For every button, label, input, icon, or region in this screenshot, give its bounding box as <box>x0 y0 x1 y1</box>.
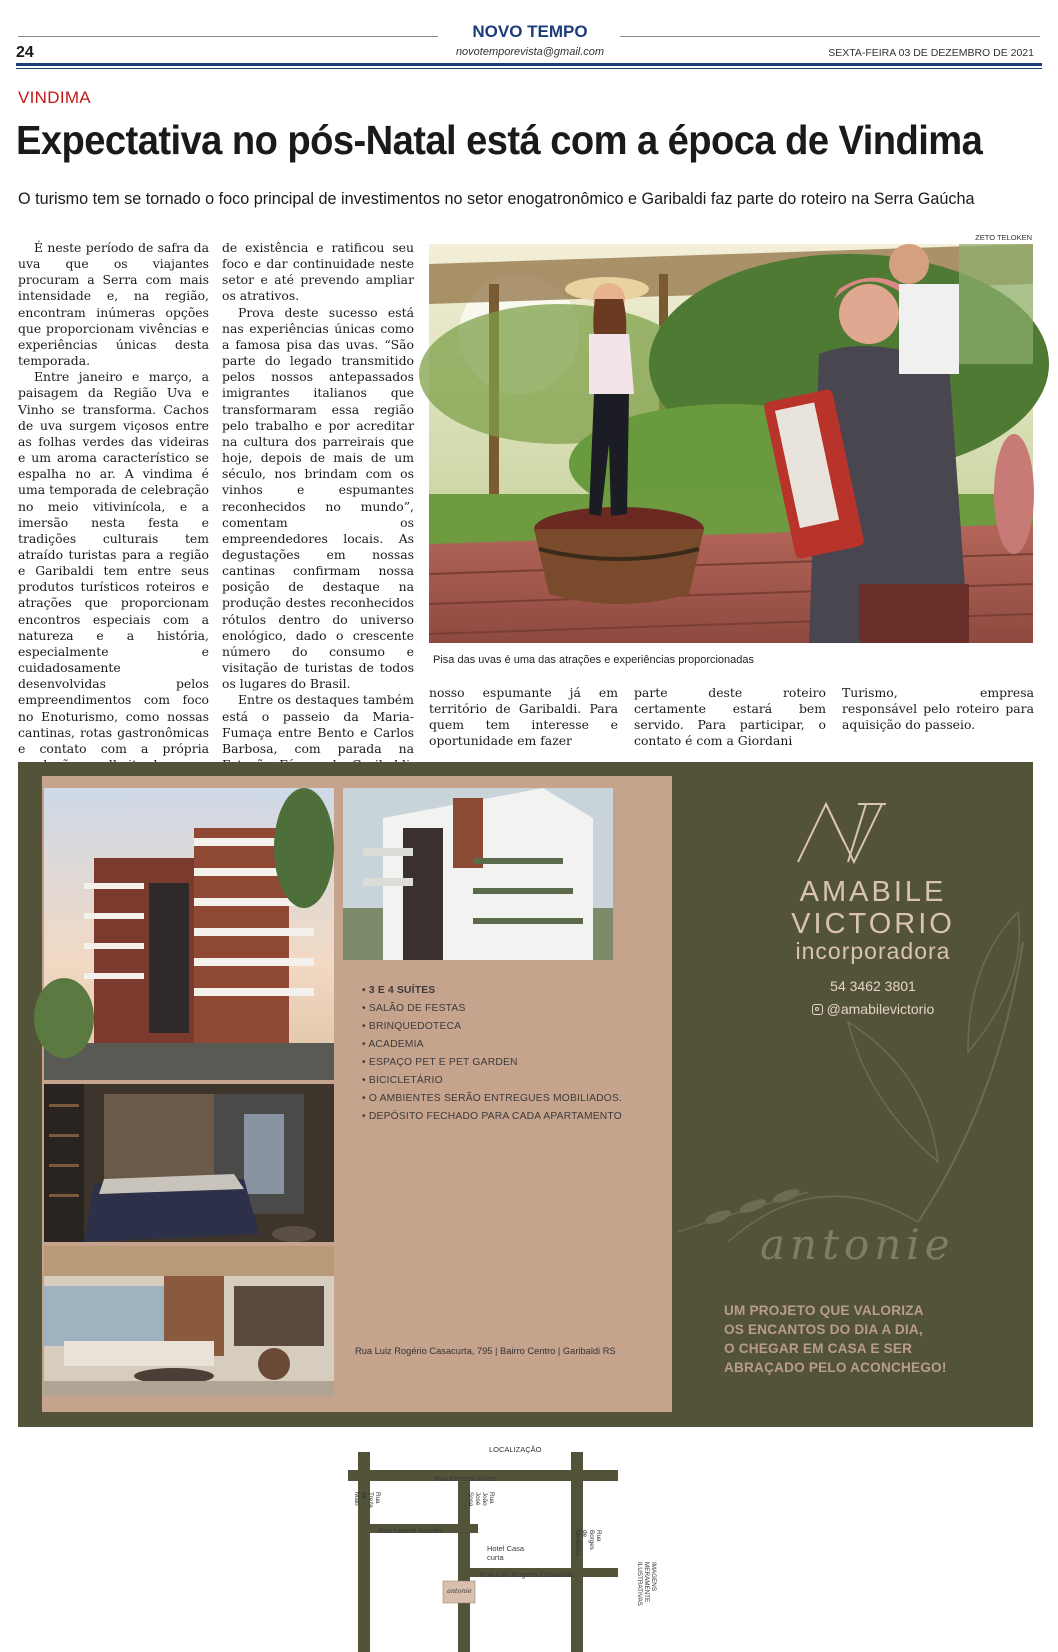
page-number: 24 <box>16 44 34 61</box>
living-room-image <box>44 1246 334 1396</box>
header-date: SEXTA-FEIRA 03 DE DEZEMBRO DE 2021 <box>828 47 1034 59</box>
brand-name-line1: AMABILE <box>799 876 947 908</box>
street-label: Rua Treze de Maio <box>353 1492 381 1508</box>
brand-name-line2: VICTORIO <box>791 908 955 940</box>
amenity-item: • ESPAÇO PET E PET GARDEN <box>362 1054 622 1072</box>
amenity-item: • BICICLETÁRIO <box>362 1072 622 1090</box>
building-terrace-image <box>343 788 613 960</box>
tagline-line: UM PROJETO QUE VALORIZA <box>724 1303 924 1318</box>
brand-name-line3: incorporadora <box>795 938 951 964</box>
header-top-rule-left <box>18 36 438 37</box>
bedroom-illustration <box>44 1084 334 1242</box>
paragraph: Prova deste sucesso está nas experiências únicas como a famosa pisa das uvas. “São parte do legado transmitido pelos nossos antepassados imigrantes italianos que transformaram essa região pelo trabalho e por acreditar na cultura dos parreirais que hoje, depois de mais de um século, nos brindam com os vinhos e espumantes reconhecidos no mundo”, comentam os empreendedores locais. As degustações em nossas cantinas confirmam nossa posição de destaque na produção destes reconhecidos rótulos dentro do universo enológico, dado o crescente número do consumo e visitação de turistas de todos os lugares do Brasil. <box>222 304 414 692</box>
instagram-handle: @amabilevictorio <box>826 1001 935 1017</box>
amenity-item: • 3 E 4 SUÍTES <box>362 982 622 1000</box>
article-column-4 <box>634 685 826 750</box>
amenity-item: • O AMBIENTES SERÃO ENTREGUES MOBILIADOS. <box>362 1090 622 1108</box>
paragraph: Turismo, empresa responsável pelo roteiro para aquisição do passeio. <box>842 685 1034 733</box>
hotel-label: Hotel Casa curta <box>487 1544 525 1562</box>
map-logo-label: antonie <box>447 1587 472 1595</box>
paragraph: nosso espumante já em território de Garibaldi. Para quem tem interesse e oportunidade em fazer <box>429 685 618 749</box>
article-photo <box>429 244 1033 643</box>
paragraph: Entre janeiro e março, a paisagem da Região Uva e Vinho se transforma. Cachos de uva surgem viçosos entre as folhas verdes das videiras e um aroma característico se espalha no ar. A vindima é uma temporada de celebração no meio vitivinícola, e a imersão nesta festa e tradições culturais tem atraído turistas para a região e Garibaldi tem entre seus produtos turísticos roteiros e atrações que proporcionam encontros especiais com a natureza e a história, especialmente e cuidadosamente desenvolvidas pelos empreendimentos com foco no Enoturismo, como nossas cantinas, rotas gastronômicas e contato com a própria <box>18 369 209 756</box>
tagline-line: ABRAÇADO PELO ACONCHEGO! <box>724 1360 947 1375</box>
header-rule-thin <box>16 68 1042 69</box>
masthead: NOVO TEMPO <box>440 22 620 42</box>
map-title: LOCALIZAÇÃO <box>489 1445 542 1454</box>
street-label: Rua Luiz Rogério Casacurta <box>480 1570 575 1579</box>
building-terrace-illustration <box>343 788 613 960</box>
headline: Expectativa no pós-Natal está com a época de Vindima <box>16 117 983 163</box>
section-label: VINDIMA <box>18 88 91 107</box>
ad-address: Rua Luiz Rogério Casacurta, 795 | Bairro Centro | Garibaldi RS <box>355 1346 616 1356</box>
paragraph: parte deste roteiro certamente estará bem servido. Para participar, o contato é com a Giordani <box>634 685 826 749</box>
advertisement <box>18 762 1033 1606</box>
street-label: Rua Borges de Medeiros <box>574 1530 602 1556</box>
article-column-5 <box>842 685 1034 733</box>
amenity-item: • DEPÓSITO FECHADO PARA CADA APARTAMENTO <box>362 1108 622 1126</box>
bedroom-image <box>44 1084 334 1242</box>
ad-tagline <box>724 1301 984 1377</box>
header-rule <box>16 63 1042 66</box>
amenity-item: • BRINQUEDOTECA <box>362 1018 622 1036</box>
street-label: Rua Ernesto Alves <box>434 1474 496 1483</box>
amenities-list <box>362 982 622 1126</box>
antonie-script-logo: antonie <box>760 1220 955 1269</box>
paragraph: Entre os destaques também está o passeio da Maria-Fumaça entre Bento e Carlos Barbosa, com parada na <box>222 692 414 756</box>
tagline-line: OS ENCANTOS DO DIA A DIA, <box>724 1322 923 1337</box>
tagline-line: O CHEGAR EM CASA E SER <box>724 1341 913 1356</box>
paragraph: de existência e ratificou seu foco e dar continuidade neste setor e até prevendo ampliar os atrativos. <box>222 240 414 304</box>
article-column-3 <box>429 685 618 750</box>
article-column-2 <box>222 240 414 838</box>
amenity-item: • ACADEMIA <box>362 1036 622 1054</box>
paragraph: É neste período de safra da uva que os viajantes procuram a Serra com mais intensidade e, na região, encontram inúmeras opções que proporcionam vivências e experiências únicas desta temporada. <box>18 240 209 369</box>
grape-stomping-illustration <box>429 244 1033 643</box>
street-label: Rua João José Sosa <box>467 1492 495 1507</box>
building-exterior-illustration <box>44 788 334 1080</box>
ad-phone: 54 3462 3801 <box>830 978 916 994</box>
amenity-item: • SALÃO DE FESTAS <box>362 1000 622 1018</box>
disclaimer: IMAGENS MERAMENTE ILUSTRATIVAS <box>636 1562 657 1606</box>
street-label: Rua Leonel Nicolini <box>378 1526 443 1535</box>
header-email: novotemporevista@gmail.com <box>455 46 605 58</box>
building-render-image <box>44 788 334 1080</box>
photo-credit: ZETO TELOKEN <box>975 233 1032 242</box>
article-column-1 <box>18 240 209 822</box>
photo-caption: Pisa das uvas é uma das atrações e experiências proporcionadas <box>433 654 755 666</box>
subheadline: O turismo tem se tornado o foco principal de investimentos no setor enogatronômico e Garibaldi faz parte do roteiro na Serra Gaúcha <box>18 190 975 208</box>
living-room-illustration <box>44 1246 334 1396</box>
brand-logo-mark <box>796 802 888 864</box>
